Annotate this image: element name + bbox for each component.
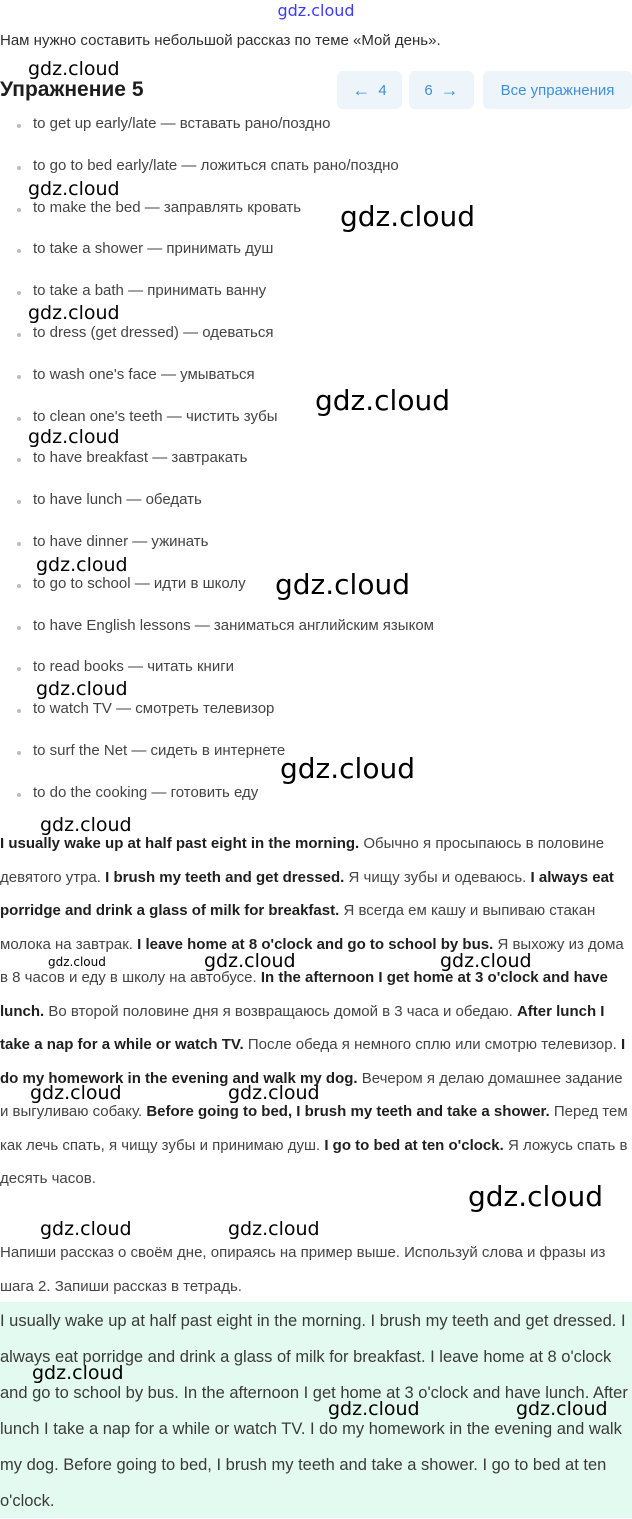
- watermark: gdz.cloud: [30, 1082, 122, 1104]
- intro-text: Нам нужно составить небольшой рассказ по теме «Мой день».: [0, 32, 441, 49]
- watermark: gdz.cloud: [48, 955, 106, 969]
- example-russian: Перед тем как лечь спать, я чищу зубы и принимаю душ.: [0, 1103, 628, 1154]
- vocab-item-text: to take a bath — принимать ванну: [33, 282, 267, 300]
- example-english: I do my homework in the evening and walk my dog.: [0, 1036, 626, 1087]
- watermark: gdz.cloud: [228, 1218, 320, 1240]
- example-english: I leave home at 8 o'clock and go to school by bus.: [137, 935, 494, 953]
- watermark: gdz.cloud: [28, 178, 120, 200]
- example-russian: Я чищу зубы и одеваюсь.: [348, 868, 527, 886]
- example-russian: Вечером я делаю домашнее задание и выгуливаю собаку.: [0, 1069, 623, 1120]
- vocab-item-text: to go to bed early/late — ложиться спать рано/поздно: [33, 156, 399, 174]
- vocab-item-text: to do the cooking — готовить еду: [33, 783, 259, 801]
- task-text: Напиши рассказ о своём дне, опираясь на пример выше. Используй слова и фразы из шага 2. Запиши рассказ в тетрадь.: [0, 1244, 606, 1295]
- watermark: gdz.cloud: [40, 1218, 132, 1240]
- example-russian: Во второй половине дня я возвращаюсь домой в 3 часа и обедаю.: [48, 1002, 513, 1020]
- example-english: After lunch I take a nap for a while or watch TV.: [0, 1002, 605, 1053]
- vocab-item-text: to have dinner — ужинать: [33, 533, 209, 550]
- vocab-item-text: to wash one's face — умываться: [33, 365, 255, 383]
- bullet-icon: [17, 249, 21, 253]
- answer-box: [0, 1302, 632, 1518]
- all-exercises-button[interactable]: Все упражнения: [483, 71, 632, 109]
- vocab-item-text: to have breakfast — завтракать: [33, 449, 248, 467]
- watermark: gdz.cloud: [28, 426, 120, 448]
- watermark: gdz.cloud: [516, 1398, 608, 1420]
- watermark: gdz.cloud: [204, 950, 296, 972]
- bullet-icon: [17, 751, 21, 755]
- bullet-icon: [17, 417, 21, 421]
- vocab-item-text: to watch TV — смотреть телевизор: [33, 700, 275, 718]
- bullet-icon: [17, 208, 21, 212]
- vocab-item-text: to get up early/late — вставать рано/поздно: [33, 115, 331, 132]
- answer-text: I usually wake up at half past eight in the morning. I brush my teeth and get dressed. I always eat porridge and drink a glass of milk for breakfast. I leave home at 8 o'clock and go to school by bus. In the afternoon I get home at 3 o'clock and have lunch. After lunch I take a nap for a while or watch TV. I do my homework in the evening and walk my dog. Before going to bed, I brush my teeth and take a shower. I go to bed at ten o'clock.: [0, 1312, 628, 1510]
- bullet-icon: [17, 542, 21, 546]
- example-russian: Я всегда ем кашу и выпиваю стакан молока на завтрак.: [0, 902, 596, 953]
- example-russian: Я ложусь спать в десять часов.: [0, 1136, 628, 1187]
- watermark: gdz.cloud: [28, 302, 120, 324]
- example-english: I go to bed at ten o'clock.: [324, 1136, 504, 1154]
- watermark: gdz.cloud: [36, 678, 128, 700]
- bullet-icon: [17, 375, 21, 379]
- watermark: gdz.cloud: [468, 1180, 603, 1213]
- example-russian: Обычно я просыпаюсь в половине девятого утра.: [0, 835, 605, 886]
- bullet-icon: [17, 166, 21, 170]
- bullet-icon: [17, 124, 21, 128]
- example-story: [0, 827, 632, 1196]
- bullet-icon: [17, 667, 21, 671]
- watermark: gdz.cloud: [36, 554, 128, 576]
- next-exercise-label: 6: [424, 81, 433, 99]
- example-english: I always eat porridge and drink a glass of milk for breakfast.: [0, 868, 614, 919]
- watermark: gdz.cloud: [315, 384, 450, 417]
- prev-exercise-label: 4: [378, 81, 387, 99]
- bullet-icon: [17, 333, 21, 337]
- vocab-item-text: to dress (get dressed) — одеваться: [33, 324, 274, 341]
- example-russian: После обеда я немного сплю или смотрю телевизор.: [247, 1036, 617, 1053]
- watermark: gdz.cloud: [228, 1082, 320, 1104]
- arrow-right-icon: →: [440, 79, 459, 100]
- bullet-icon: [17, 584, 21, 588]
- vocab-item-text: to surf the Net — сидеть в интернете: [33, 742, 286, 759]
- next-exercise-button[interactable]: [409, 71, 474, 109]
- bullet-icon: [17, 291, 21, 295]
- bullet-icon: [17, 458, 21, 462]
- example-english: I usually wake up at half past eight in the morning.: [0, 835, 360, 852]
- watermark: gdz.cloud: [40, 814, 132, 836]
- example-english: Before going to bed, I brush my teeth and take a shower.: [146, 1103, 550, 1120]
- example-english: In the afternoon I get home at 3 o'clock and have lunch.: [0, 969, 608, 1020]
- bullet-icon: [17, 500, 21, 504]
- watermark: gdz.cloud: [280, 752, 415, 785]
- vocab-item-text: to clean one's teeth — чистить зубы: [33, 407, 278, 425]
- prev-exercise-button[interactable]: [337, 71, 402, 109]
- bullet-icon: [17, 709, 21, 713]
- watermark: gdz.cloud: [28, 58, 120, 80]
- arrow-left-icon: ←: [352, 79, 371, 100]
- vocab-item-text: to make the bed — заправлять кровать: [33, 198, 302, 216]
- vocab-item-text: to have English lessons — заниматься английским языком: [33, 616, 434, 634]
- top-watermark: gdz.cloud: [277, 1, 355, 20]
- vocab-item-text: to have lunch — обедать: [33, 491, 202, 509]
- watermark: gdz.cloud: [32, 1362, 124, 1384]
- exercise-title: Упражнение 5: [0, 78, 144, 101]
- vocab-item-text: to go to school — идти в школу: [33, 574, 246, 592]
- watermark: gdz.cloud: [340, 200, 475, 233]
- vocab-item-text: to take a shower — принимать душ: [33, 240, 274, 258]
- example-english: I brush my teeth and get dressed.: [105, 868, 345, 886]
- watermark: gdz.cloud: [440, 950, 532, 972]
- bullet-icon: [17, 793, 21, 797]
- vocab-item-text: to read books — читать книги: [33, 658, 235, 676]
- watermark: gdz.cloud: [275, 568, 410, 601]
- bullet-icon: [17, 626, 21, 630]
- example-russian: Я выхожу из дома в 8 часов и еду в школу на автобусе.: [0, 935, 624, 986]
- watermark: gdz.cloud: [328, 1398, 420, 1420]
